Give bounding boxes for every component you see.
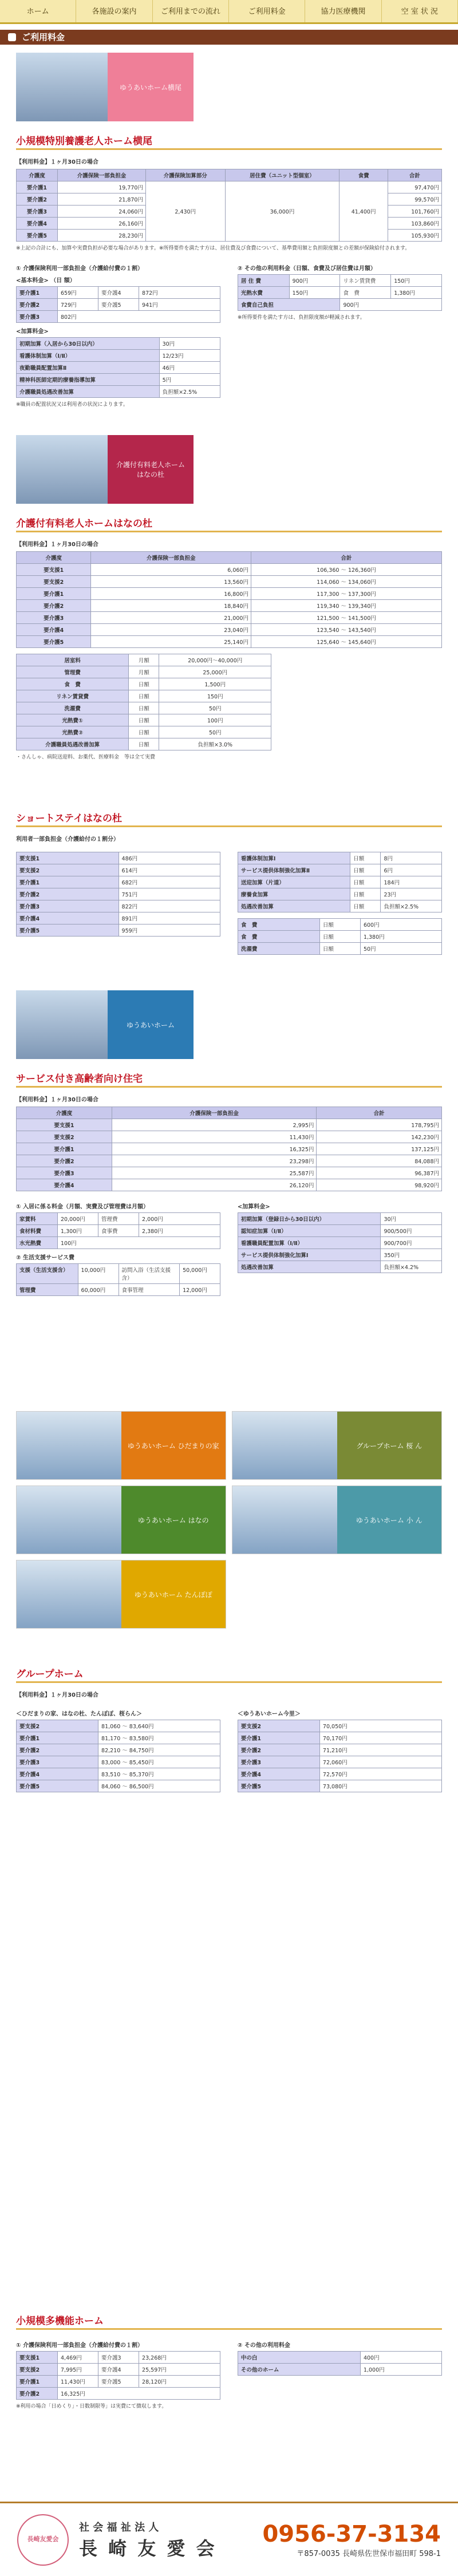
facility-badge: 介護付有料老人ホーム はなの杜: [108, 435, 194, 504]
small-other: 中の白 400円 その他のホーム 1,000円: [238, 2351, 442, 2376]
notes: ※利用の場合「日めくり」・日数制限等」は実費にて徴収します。: [16, 2404, 167, 2409]
table-cell: 24,060円: [57, 206, 145, 218]
right-column: [238, 260, 442, 409]
add-fee-box: 初期加算（入居から30日以内） 30円 看護体制加算（Ⅰ/Ⅱ） 12/23円 夜勤職員配置加算Ⅱ 46円 精神科医師定期的療養指導加算 5円 介護職員処遇改善加算 負担額×2.5%: [16, 337, 220, 398]
photo-block: [16, 53, 442, 121]
table-cell: 要介護2: [17, 193, 58, 206]
shortstay-adds: 看護体制加算Ⅰ 日額 8円 サービス提供体制強化加算Ⅱ 日額 6円 送迎加算（片道） 日額 184円 療養食加算 日額 23円 処遇改善加算 日額 負担額×2.5%: [238, 852, 442, 912]
fee-table: 介護度 介護保険一部負担金 合計 要支援1 6,060円 106,360 〜 126,360円 要支援2 13,560円 114,060 〜 134,060円 要介護1 16,800円 117,300 〜 137,300円 要介護2 18,840円 119,340 〜 139,340円 要介護3 21,000円 121,500 〜 141,500円 要介護4 23,040円 123,540 〜 143,540円 要介護5 25,140円 125,640 〜 145,640円: [16, 551, 442, 648]
gallery-item: ゆうあいホーム はなの: [16, 1485, 226, 1554]
phone-number[interactable]: 0956-37-3134: [262, 2521, 441, 2547]
fee-subtitle: 利用者一部負担金（介護給付の１割分）: [16, 836, 119, 843]
section-title: 介護付有料老人ホームはなの杜: [16, 515, 442, 532]
gallery-item: ゆうあいホーム たんぽぽ: [16, 1560, 226, 1629]
section-small-multifunction: [16, 2301, 442, 2411]
organization-name: [79, 2519, 217, 2561]
global-nav: [0, 0, 458, 24]
gallery-item: グループホーム 桜 ん: [232, 1411, 442, 1480]
block-title: ② その他の利用料金: [237, 2342, 290, 2349]
organization-logo: 長崎友愛会: [17, 2514, 69, 2566]
table-cell: 要介護1: [17, 181, 58, 193]
two-column: [16, 260, 442, 409]
grouphome-fees: 要支援2 81,060 〜 83,640円 要介護1 81,170 〜 83,580円 要介護2 82,210 〜 84,750円 要介護3 83,000 〜 85,450円 要介護4 83,510 〜 85,370円 要介護5 84,060 〜 86,500円: [16, 1720, 220, 1792]
table-cell: 101,760円: [388, 206, 441, 218]
left-column: [16, 1705, 220, 1792]
right-column: [238, 1198, 442, 1296]
section-hananomori: [16, 435, 442, 762]
table-cell: 19,770円: [57, 181, 145, 193]
section-service-housing: [16, 990, 442, 1296]
gallery-item: ゆうあいホーム ひだまりの家: [16, 1411, 226, 1480]
gallery-item: ゆうあいホーム 小 ん: [232, 1485, 442, 1554]
facility-badge: ゆうあいホーム横尾: [108, 53, 194, 121]
left-column: [16, 2337, 220, 2400]
other-fee-box: 居 住 費 900円 リネン賃貸費 150円 光熱水費 150円 食 費 1,380円 食費自己負担 900円: [238, 274, 442, 311]
page-banner: ご利用料金: [0, 30, 458, 45]
right-column: [238, 1705, 442, 1792]
left-column: [16, 1198, 220, 1296]
table-cell: 2,430円: [145, 181, 225, 242]
shortstay-fees: 要支援1 486円 要支援2 614円 要介護1 682円 要介護2 751円 要介護3 822円 要介護4 891円 要介護5 959円: [16, 852, 220, 937]
notes: ※上記の合計にも、加算や実費負担が必要な場合があります。※所得要件を満たす方は、居住費及び食費について、基準費用額と負担限度額との差額が保険給付されます。: [16, 246, 410, 251]
nav-item-medical[interactable]: 協力医療機関: [305, 0, 381, 22]
basic-fee-box: 要介護1 659円 要介護4 872円 要介護2 729円 要介護5 941円 要介護3 802円: [16, 286, 220, 323]
grouphome-fees-imazato: 要支援2 70,050円 要介護1 70,170円 要介護2 71,210円 要介護3 72,060円 要介護4 72,570円 要介護5 73,080円: [238, 1720, 442, 1792]
table-cell: 要介護4: [17, 218, 58, 230]
fee-table: 介護度 介護保険一部負担金 合計 要支援1 2,995円 178,795円 要支援2 11,430円 142,230円 要介護1 16,325円 137,125円 要介護2 23,298円 84,088円 要介護3 25,587円 96,387円 要介護4 26,120円 98,920円: [16, 1107, 442, 1191]
facility-gallery: [16, 1411, 442, 1629]
table-header: 介護度: [17, 169, 58, 181]
notes: ※職員の配置状況又は利用者の状況によります。: [16, 401, 128, 408]
block-title: ① 入居に係る料金（月額、実費及び管理費は月額）: [16, 1204, 149, 1210]
section-yokoo: [16, 53, 442, 409]
two-column: [16, 2337, 442, 2400]
table-header: 介護保険加算部分: [145, 169, 225, 181]
table-cell: 99,570円: [388, 193, 441, 206]
nav-item-flow[interactable]: ご利用までの流れ: [153, 0, 229, 22]
fee-subtitle: 【利用料金】１ヶ月30日の場合: [16, 1692, 98, 1698]
table-cell: 28,230円: [57, 230, 145, 242]
section-shortstay: [16, 799, 442, 955]
nav-item-fees[interactable]: ご利用料金: [229, 0, 305, 22]
fee-breakdown: 居室料 月額 20,000円〜40,000円 管理費 月額 25,000円 食 費 日額 1,500円 リネン賃貸費 日額 150円 洗濯費 日額 50円 光熱費① 日額 100円 光熱費② 日額 50円 介護職員処遇改善加算 日額 負担額×3.0%: [16, 654, 271, 750]
block-title: <加算料金>: [16, 328, 49, 335]
facility-photo: [16, 53, 108, 121]
fee-subtitle: 【利用料金】１ヶ月30日の場合: [16, 542, 98, 548]
shortstay-other: 食 費 日額 600円 食 費 日額 1,380円 洗濯費 日額 50円: [238, 918, 442, 955]
footer: [0, 2502, 458, 2576]
block-title: <基本料金> （日 額）: [16, 277, 76, 284]
contact: [262, 2521, 441, 2558]
block-title: ② 生活支援サービス費: [16, 1255, 74, 1261]
table-cell: 36,000円: [225, 181, 339, 242]
basic-fee-box: 家賃料 20,000円 管理費 2,000円 食材料費 1,300円 食事費 2,380円 水光熱費 100円: [16, 1212, 220, 1249]
section-title: ショートステイはなの杜: [16, 810, 442, 827]
right-column: [238, 850, 442, 955]
nav-item-facilities[interactable]: 各施設の案内: [76, 0, 152, 22]
left-column: [16, 260, 220, 409]
table-header: 介護保険一部負担金: [57, 169, 145, 181]
support-fee-box: 支援（生活支援含） 10,000円 訪問入浴（生活支援含） 50,000円 管理費 60,000円 食事管理 12,000円: [16, 1263, 220, 1296]
table-header: 食費: [339, 169, 388, 181]
facility-badge: ゆうあいホーム: [108, 990, 194, 1059]
photo-block: [16, 990, 442, 1059]
table-cell: 103,860円: [388, 218, 441, 230]
right-column: [238, 2337, 442, 2400]
two-column: [16, 1705, 442, 1792]
address: 〒857-0035 長崎県佐世保市福田町 598-1: [297, 2550, 441, 2558]
notes: ※所得要件を満たす方は、負担限度額が軽減されます。: [237, 314, 365, 321]
small-fees: 要支援1 4,469円 要介護3 23,268円 要支援2 7,995円 要介護4 25,597円 要介護1 11,430円 要介護5 28,120円 要介護2 16,325円: [16, 2351, 220, 2400]
section-title: 小規模特別養護老人ホーム横尾: [16, 133, 442, 150]
gallery-section: [16, 1405, 442, 1629]
section-title: サービス付き高齢者向け住宅: [16, 1070, 442, 1088]
table-cell: 97,470円: [388, 181, 441, 193]
organization-title: 長 崎 友 愛 会: [79, 2537, 217, 2559]
add-fee-box: 初期加算（登録日から30日以内） 30円 認知症加算（Ⅰ/Ⅱ） 900/500円 看護職員配置加算（Ⅰ/Ⅱ） 900/700円 サービス提供体制強化加算Ⅰ 350円 処遇改善加算 負担額×4.2%: [238, 1212, 442, 1273]
section-title: 小規模多機能ホーム: [16, 2313, 442, 2330]
block-title: <加算料金>: [237, 1204, 270, 1210]
table-cell: 要介護3: [17, 206, 58, 218]
block-title: ＜ゆうあいホーム今里＞: [237, 1711, 301, 1717]
table-cell: 105,930円: [388, 230, 441, 242]
left-column: [16, 850, 220, 955]
table-cell: 26,160円: [57, 218, 145, 230]
table-cell: 41,400円: [339, 181, 388, 242]
nav-item-vacancy[interactable]: 空 室 状 況: [382, 0, 458, 22]
facility-photo: [16, 990, 108, 1059]
organization-type: 社 会 福 祉 法 人: [79, 2521, 159, 2534]
two-column: [16, 1198, 442, 1296]
table-header: 合計: [388, 169, 441, 181]
table-cell: 要介護5: [17, 230, 58, 242]
table-header: 居住費（ユニット型個室）: [225, 169, 339, 181]
fee-subtitle: 【利用料金】１ヶ月30日の場合: [16, 1097, 98, 1103]
table-cell: 21,870円: [57, 193, 145, 206]
two-column: [16, 850, 442, 955]
fee-subtitle: 【利用料金】１ヶ月30日の場合: [16, 159, 98, 165]
photo-block: [16, 435, 442, 504]
block-title: ① 介護保険利用一部負担金（介護給付費の１割）: [16, 265, 143, 272]
nav-item-home[interactable]: ホーム: [0, 0, 76, 22]
block-title: ② その他の利用料金（日額、食費及び居住費は月額）: [237, 265, 376, 272]
facility-photo: [16, 435, 108, 504]
block-title: ＜ひだまりの家、はなの杜、たんぽぽ、桜らん＞: [16, 1711, 142, 1717]
notes: ・さんしゃ、病院送迎料、お薬代、医療料金 等は全て実費: [16, 754, 156, 760]
block-title: ① 介護保険利用一部負担金（介護給付費の１割）: [16, 2342, 143, 2349]
section-title: グループホーム: [16, 1666, 442, 1683]
fee-table: [16, 169, 442, 242]
section-grouphome: [16, 1654, 442, 1792]
